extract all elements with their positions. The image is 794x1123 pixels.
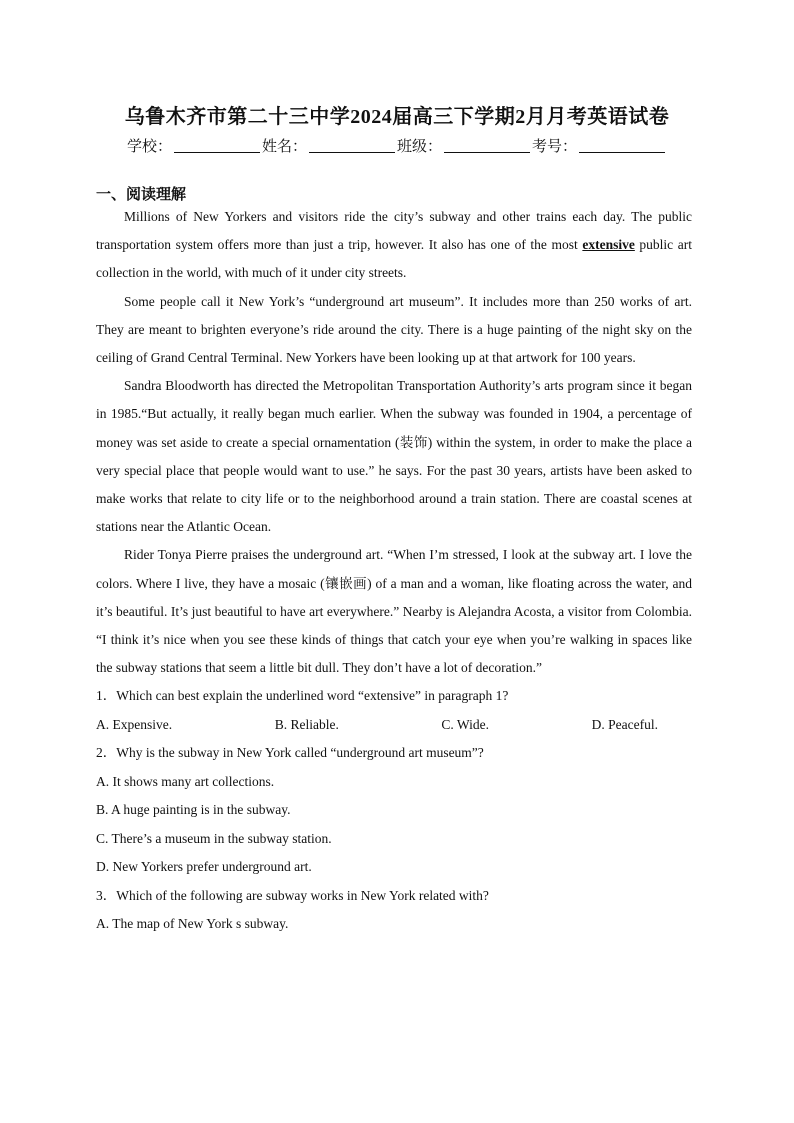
paragraph-2: Some people call it New York’s “underground art museum”. It includes more than 250 works of art. They are meant to brighten everyone’s ride around the city. There is a huge painting of the night sky on the ceiling of Grand Central Terminal. New Yorkers have been looking up at that artwork for 100 years. [96,293,692,366]
question-3 [96,882,692,939]
reading-passage [96,203,692,682]
name-label: 姓名： [261,139,307,155]
paragraph-1-end: public art collection in the world, with much of it under city streets. [96,237,693,281]
question-options [96,711,692,740]
name-blank[interactable] [309,151,395,153]
exam-number-label: 考号： [532,139,578,155]
option-c[interactable]: C. There’s a museum in the subway station. [96,830,332,846]
option-a[interactable]: A. The map of New York s subway. [96,916,289,932]
question-2 [96,739,692,882]
student-info-line [0,135,794,156]
exam-title: 乌鲁木齐市第二十三中学2024届高三下学期2月月考英语试卷 [124,106,670,128]
section-heading: 一、阅读理解 [96,187,187,203]
question-1 [96,682,692,739]
paragraph-3: Sandra Bloodworth has directed the Metropolitan Transportation Authority’s arts program since it began in 1985.“But actually, it really began much earlier. When the subway was founded in 1904, a percentage of money was set aside to create a special ornamentation (装饰) within the system, in order to make the place a very special place that people would want to use.” he says. For the past 30 years, artists have been asked to make works that relate to city life or to the neighborhood around a train station. There are coastal scenes at stations near the Atlantic Ocean. [96,378,692,535]
paragraph-4: Rider Tonya Pierre praises the underground art. “When I’m stressed, I look at the subway art. I love the colors. Where I live, they have a mosaic (镶嵌画) of a man and a woman, like floating across the water, and it’s beautiful. It’s just beautiful to have art everywhere.” Nearby is Alejandra Acosta, a visitor from Colombia. “I think it’s nice when you see these kinds of things that catch your eye when you’re walking in spaces like the subway stations that seem a little bit dull. They don’t have a lot of decoration.” [96,547,692,676]
class-blank[interactable] [444,151,530,153]
question-stem: 1．Which can best explain the underlined word “extensive” in paragraph 1? [96,688,509,704]
option-b[interactable]: B. Reliable. [274,716,339,732]
option-a[interactable]: A. Expensive. [96,716,173,732]
question-stem: 3．Which of the following are subway works in New York related with? [96,887,489,903]
school-blank[interactable] [174,151,260,153]
class-label: 班级： [397,139,443,155]
exam-number-blank[interactable] [579,151,665,153]
exam-body [96,203,692,939]
option-b[interactable]: B. A huge painting is in the subway. [96,802,291,818]
option-d[interactable]: D. New Yorkers prefer underground art. [96,859,312,875]
option-c[interactable]: C. Wide. [441,716,490,732]
paragraph-1-start: Millions of New Yorkers and visitors ride the city’s subway and other trains each day. The public transportation system offers more than just a trip, however. It also has one of the most [96,209,692,253]
underlined-word: extensive [582,237,635,253]
question-stem: 2．Why is the subway in New York called “underground art museum”? [96,745,484,761]
paragraph-1 [96,203,692,288]
option-d[interactable]: D. Peaceful. [591,716,658,732]
option-a[interactable]: A. It shows many art collections. [96,773,275,789]
school-label: 学校： [126,139,172,155]
